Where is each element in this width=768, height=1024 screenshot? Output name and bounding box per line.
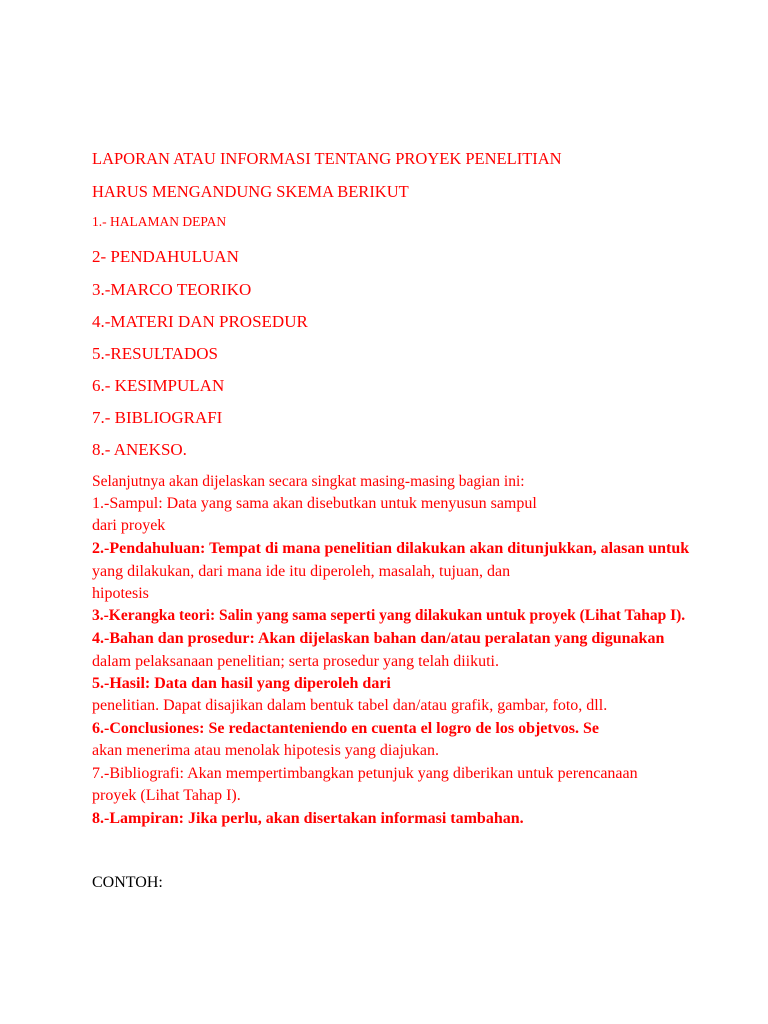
outline-item-6: 6.- KESIMPULAN xyxy=(92,376,225,395)
outline-item-1: 1.- HALAMAN DEPAN xyxy=(92,214,227,229)
section-pendahuluan-line-3: hipotesis xyxy=(92,585,149,602)
outline-item-7: 7.- BIBLIOGRAFI xyxy=(92,408,223,427)
section-sampul-line-2: dari proyek xyxy=(92,517,166,534)
section-bahan-line-2: dalam pelaksanaan penelitian; serta prosedur yang telah diikuti. xyxy=(92,653,499,670)
section-lampiran-line-1: 8.-Lampiran: Jika perlu, akan disertakan informasi tambahan. xyxy=(92,810,524,827)
outline-item-4: 4.-MATERI DAN PROSEDUR xyxy=(92,312,308,331)
outline-item-3: 3.-MARCO TEORIKO xyxy=(92,280,252,299)
section-kerangka-line-1: 3.-Kerangka teori: Salin yang sama seperti yang dilakukan untuk proyek (Lihat Tahap I). xyxy=(92,607,686,624)
section-hasil-line-1: 5.-Hasil: Data dan hasil yang diperoleh dari xyxy=(92,675,391,692)
document-title-line-1: LAPORAN ATAU INFORMASI TENTANG PROYEK PENELITIAN xyxy=(92,149,562,168)
section-conclusiones-line-2: akan menerima atau menolak hipotesis yang diajukan. xyxy=(92,742,439,759)
section-pendahuluan-line-1: 2.-Pendahuluan: Tempat di mana penelitian dilakukan akan ditunjukkan, alasan untuk xyxy=(92,540,690,557)
section-bibliografi-line-1: 7.-Bibliografi: Akan mempertimbangkan petunjuk yang diberikan untuk perencanaan xyxy=(92,765,638,782)
outline-item-5: 5.-RESULTADOS xyxy=(92,344,218,363)
section-bahan-line-1: 4.-Bahan dan prosedur: Akan dijelaskan bahan dan/atau peralatan yang digunakan xyxy=(92,630,665,647)
intro-text: Selanjutnya akan dijelaskan secara singkat masing-masing bagian ini: xyxy=(92,473,525,490)
document-title-line-2: HARUS MENGANDUNG SKEMA BERIKUT xyxy=(92,182,409,201)
section-pendahuluan-line-2: yang dilakukan, dari mana ide itu diperoleh, masalah, tujuan, dan xyxy=(92,563,511,580)
section-sampul-line-1: 1.-Sampul: Data yang sama akan disebutkan untuk menyusun sampul xyxy=(92,495,537,512)
outline-item-8: 8.- ANEKSO. xyxy=(92,440,187,459)
outline-item-2: 2- PENDAHULUAN xyxy=(92,247,239,266)
section-conclusiones-line-1: 6.-Conclusiones: Se redactanteniendo en cuenta el logro de los objetvos. Se xyxy=(92,720,599,737)
section-hasil-line-2: penelitian. Dapat disajikan dalam bentuk tabel dan/atau grafik, gambar, foto, dll. xyxy=(92,697,608,714)
section-bibliografi-line-2: proyek (Lihat Tahap I). xyxy=(92,787,241,804)
example-label: CONTOH: xyxy=(92,874,163,891)
